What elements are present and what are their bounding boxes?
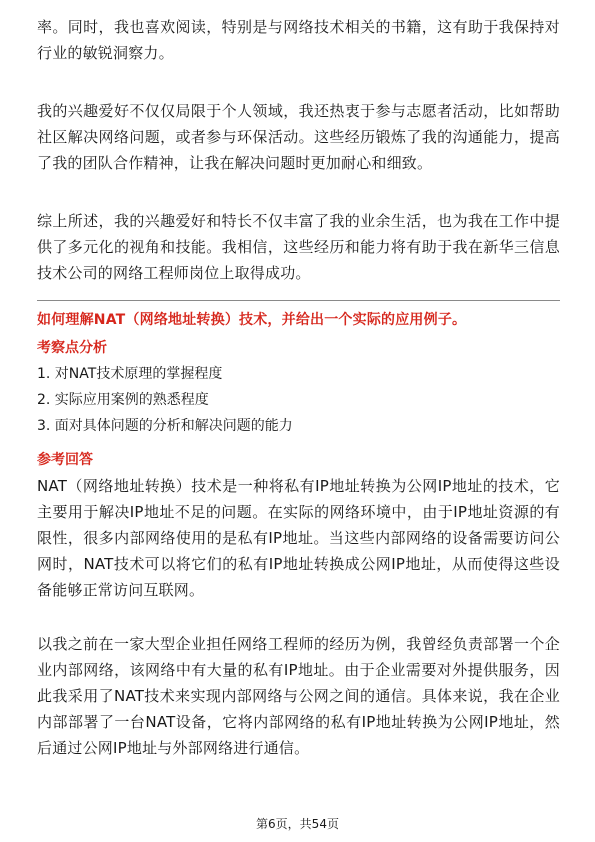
analysis-point: 2. 实际应用案例的熟悉程度 <box>37 392 209 408</box>
answer-paragraph-2: 以我之前在一家大型企业担任网络工程师的经历为例，我曾经负责部署一个企业内部网络，该网络中有大量的私有IP地址。由于企业需要对外提供服务，因此我采用了NAT技术来实现内部网络与公网之间的通信。具体来说，我在企业内部部署了一台NAT设备，它将内部网络的私有IP地址转换为公网IP地址，然后通过公网IP地址与外部网络进行通信。 <box>37 635 560 757</box>
analysis-heading: 考察点分析 <box>37 340 107 356</box>
page-number-footer: 第6页，共54页 <box>256 817 339 831</box>
analysis-point: 3. 面对具体问题的分析和解决问题的能力 <box>37 418 293 434</box>
section-divider <box>37 300 560 301</box>
intro-paragraph-2: 我的兴趣爱好不仅仅局限于个人领域，我还热衷于参与志愿者活动，比如帮助社区解决网络问题，或者参与环保活动。这些经历锻炼了我的沟通能力，提高了我的团队合作精神，让我在解决问题时更加耐心和细致。 <box>37 102 560 172</box>
question-title: 如何理解NAT（网络地址转换）技术，并给出一个实际的应用例子。 <box>37 312 467 328</box>
analysis-point: 1. 对NAT技术原理的掌握程度 <box>37 366 223 382</box>
intro-paragraph-3: 综上所述，我的兴趣爱好和特长不仅丰富了我的业余生活，也为我在工作中提供了多元化的视角和技能。我相信，这些经历和能力将有助于我在新华三信息技术公司的网络工程师岗位上取得成功。 <box>37 212 560 282</box>
intro-paragraph-1: 率。同时，我也喜欢阅读，特别是与网络技术相关的书籍，这有助于我保持对行业的敏锐洞察力。 <box>37 18 560 62</box>
analysis-points-list <box>37 361 560 439</box>
answer-heading: 参考回答 <box>37 452 93 468</box>
answer-paragraph-1: NAT（网络地址转换）技术是一种将私有IP地址转换为公网IP地址的技术，它主要用于解决IP地址不足的问题。在实际的网络环境中，由于IP地址资源的有限性，很多内部网络使用的是私有IP地址。当这些内部网络的设备需要访问公网时，NAT技术可以将它们的私有IP地址转换成公网IP地址，从而使得这些设备能够正常访问互联网。 <box>37 477 560 599</box>
document-page <box>37 14 560 761</box>
